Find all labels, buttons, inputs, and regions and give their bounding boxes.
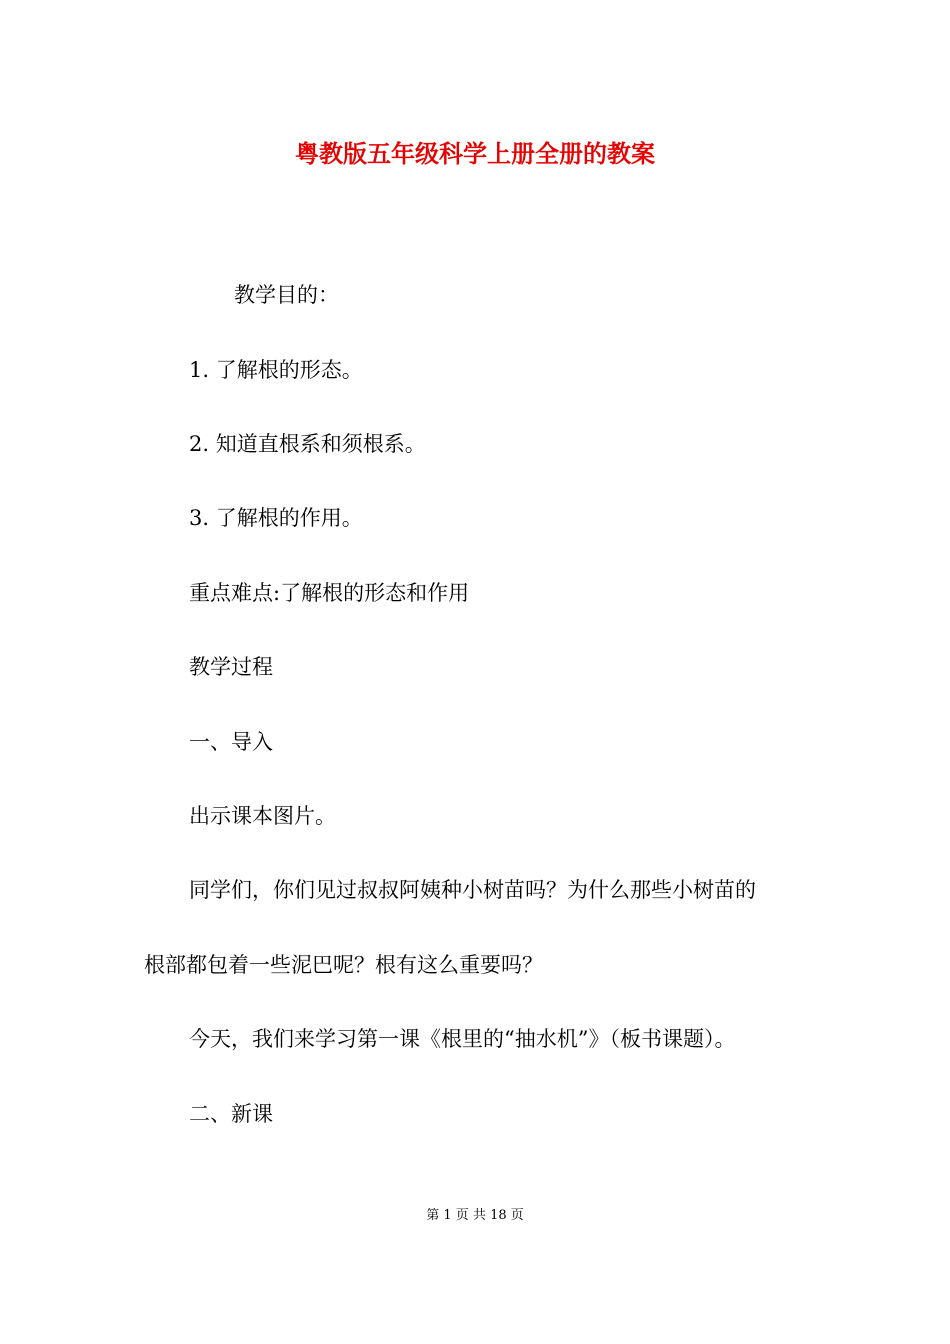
paragraph-show-pictures: 出示课本图片。 <box>189 804 336 828</box>
page-footer <box>0 1206 950 1226</box>
paragraph-section-new-lesson: 二、新课 <box>189 1102 273 1126</box>
paragraph-teaching-goals: 教学目的： <box>234 283 339 307</box>
footer-total-pages: 18 <box>490 1208 507 1223</box>
paragraph-goal-1: 1. 了解根的形态。 <box>189 358 363 382</box>
footer-current-page: 1 <box>443 1208 452 1223</box>
paragraph-question-line-2: 根部都包着一些泥巴呢？根有这么重要吗？ <box>144 953 543 977</box>
paragraph-teaching-process: 教学过程 <box>189 655 273 679</box>
paragraph-key-points: 重点难点:了解根的形态和作用 <box>189 581 470 605</box>
paragraph-section-intro: 一、导入 <box>189 730 273 754</box>
footer-mid: 页 共 <box>455 1208 486 1223</box>
paragraph-goal-3: 3. 了解根的作用。 <box>189 506 363 530</box>
document-title: 粤教版五年级科学上册全册的教案 <box>295 140 655 168</box>
paragraph-goal-2: 2. 知道直根系和须根系。 <box>189 432 426 456</box>
footer-suffix: 页 <box>510 1208 524 1223</box>
paragraph-today-lesson: 今天，我们来学习第一课《根里的“抽水机”》（板书课题）。 <box>189 1027 736 1051</box>
paragraph-question-line-1: 同学们，你们见过叔叔阿姨种小树苗吗？为什么那些小树苗的 <box>189 878 756 902</box>
footer-prefix: 第 <box>426 1208 440 1223</box>
